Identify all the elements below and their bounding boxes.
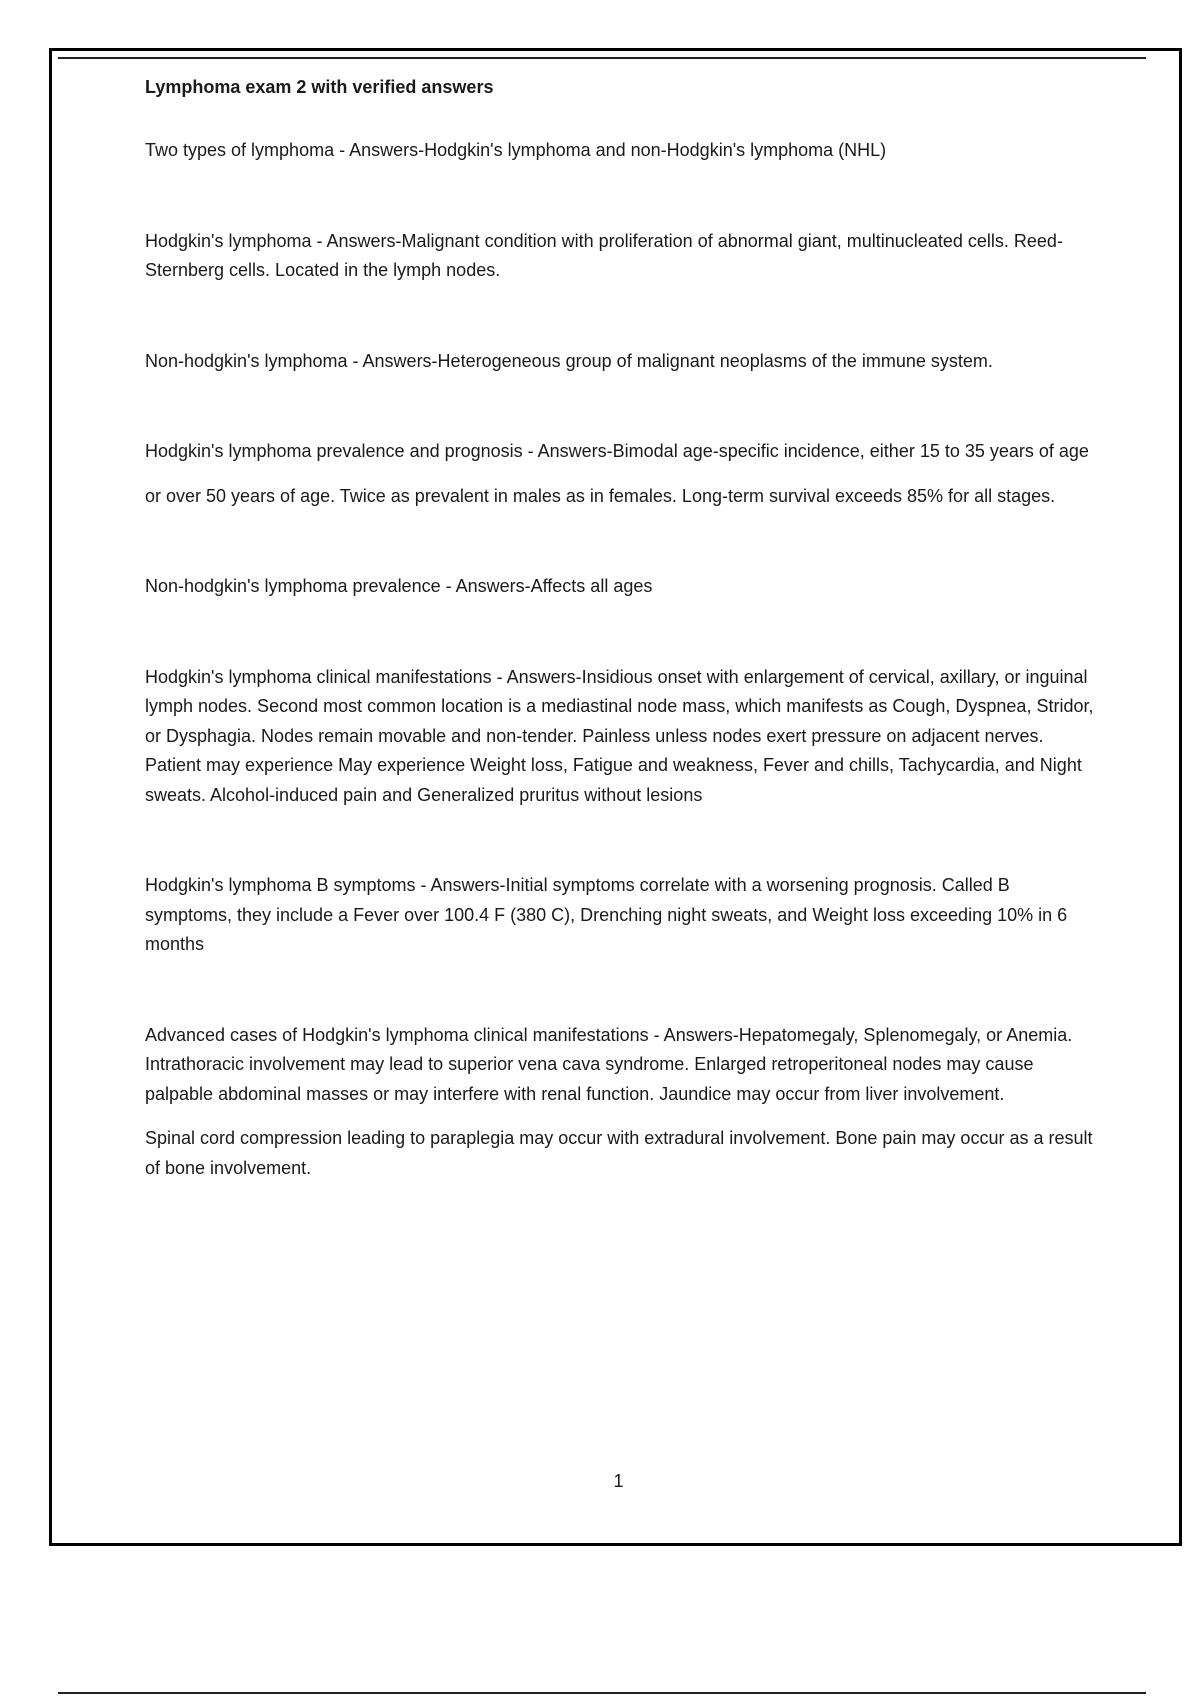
qa-item-continuation	[145, 1124, 1095, 1183]
top-rule	[58, 57, 1146, 59]
qa-item	[145, 437, 1095, 467]
qa-text: Hodgkin's lymphoma clinical manifestations - Answers-Insidious onset with enlargement of cervical, axillary, or inguinal lymph nodes. Second most common location is a mediastinal node mass, which manifests as Cough, Dyspnea, Stridor, or Dysphagia. Nodes remain movable and non-tender. Painless unless nodes exert pressure on adjacent nerves. Patient may experience May experience Weight loss, Fatigue and weakness, Fever and chills, Tachycardia, and Night sweats. Alcohol-induced pain and Generalized pruritus without lesions	[145, 666, 1094, 805]
qa-text: Hodgkin's lymphoma - Answers-Malignant condition with proliferation of abnormal giant, multinucleated cells. Reed-Sternberg cells. Located in the lymph nodes.	[145, 230, 1063, 280]
qa-text: Spinal cord compression leading to paraplegia may occur with extradural involvement. Bone pain may occur as a result of bone involvement.	[145, 1128, 1093, 1178]
qa-text: Two types of lymphoma - Answers-Hodgkin's lymphoma and non-Hodgkin's lymphoma (NHL)	[145, 140, 887, 160]
qa-item	[145, 871, 1095, 960]
qa-item	[145, 136, 1095, 166]
bottom-rule	[58, 1692, 1146, 1694]
qa-text: or over 50 years of age. Twice as prevalent in males as in females. Long-term survival exceeds 85% for all stages.	[145, 485, 1056, 506]
qa-item	[145, 1021, 1095, 1110]
page-number: 1	[613, 1471, 624, 1491]
qa-item	[145, 572, 1095, 602]
qa-text: Non-hodgkin's lymphoma - Answers-Heterogeneous group of malignant neoplasms of the immune system.	[145, 350, 993, 371]
qa-item-continuation	[145, 482, 1095, 512]
qa-text: Hodgkin's lymphoma B symptoms - Answers-Initial symptoms correlate with a worsening prognosis. Called B symptoms, they include a Fever over 100.4 F (380 C), Drenching night sweats, and Weight loss exceeding 10% in 6 months	[145, 875, 1068, 954]
document-body	[145, 72, 1095, 1244]
qa-text: Non-hodgkin's lymphoma prevalence - Answers-Affects all ages	[145, 576, 653, 596]
qa-text: Advanced cases of Hodgkin's lymphoma clinical manifestations - Answers-Hepatomegaly, Splenomegaly, or Anemia. Intrathoracic involvement may lead to superior vena cava syndrome. Enlarged retroperitoneal nodes may cause palpable abdominal masses or may interfere with renal function. Jaundice may occur from liver involvement.	[145, 1024, 1073, 1104]
qa-item	[145, 663, 1095, 811]
document-title: Lymphoma exam 2 with verified answers	[145, 77, 494, 97]
qa-text: Hodgkin's lymphoma prevalence and prognosis - Answers-Bimodal age-specific incidence, either 15 to 35 years of age	[145, 441, 1089, 461]
qa-item	[145, 227, 1095, 286]
qa-item	[145, 347, 1095, 377]
